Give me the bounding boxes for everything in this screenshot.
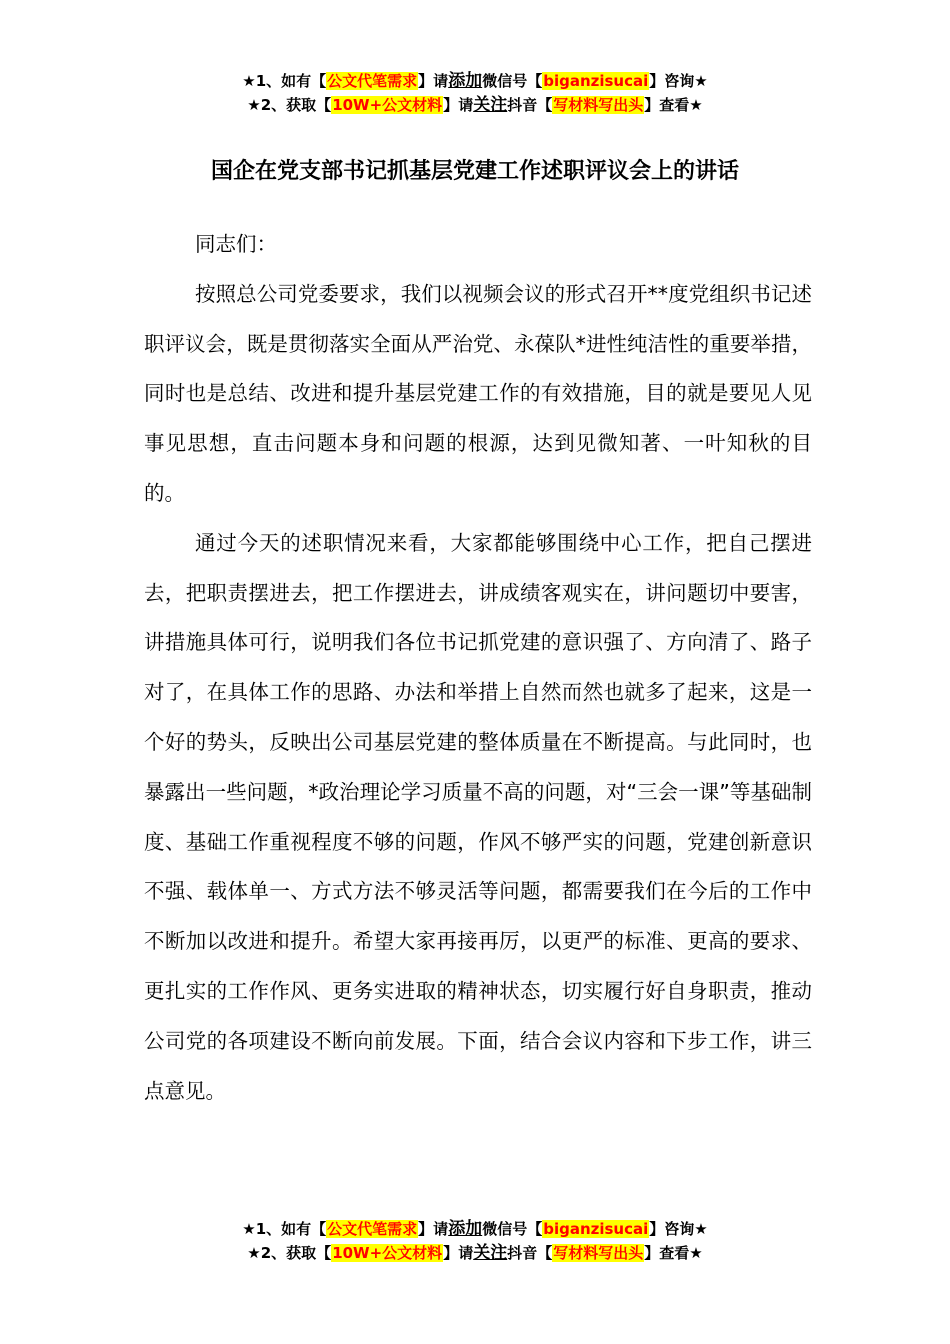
promo-text: 】查看★ <box>644 96 703 114</box>
promo-text: 抖音【 <box>507 1244 553 1262</box>
promo-highlight: biganzisucai <box>543 72 649 90</box>
star-icon: ★ <box>247 96 261 114</box>
promo-line-1 <box>0 69 950 93</box>
promo-text: 1、如有【 <box>255 1220 327 1238</box>
star-icon: ★ <box>247 1244 261 1262</box>
body-paragraph: 按照总公司党委要求，我们以视频会议的形式召开**度党组织书记述职评议会，既是贯彻落实全面从严治党、永葆队*进性纯洁性的重要举措，同时也是总结、改进和提升基层党建工作的有效措施，目的就是要见人见事见思想，直击问题本身和问题的根源，达到见微知著、一叶知秋的目的。 <box>144 281 812 505</box>
promo-text: 1、如有【 <box>255 72 327 90</box>
promo-text: 】请 <box>418 1220 449 1238</box>
promo-text: 】请 <box>443 96 474 114</box>
promo-line-1 <box>0 1217 950 1241</box>
promo-text: 】请 <box>418 72 449 90</box>
body-paragraph: 通过今天的述职情况来看，大家都能够围绕中心工作，把自己摆进去，把职责摆进去，把工作摆进去，讲成绩客观实在，讲问题切中要害，讲措施具体可行，说明我们各位书记抓党建的意识强了、方向清了、路子对了，在具体工作的思路、办法和举措上自然而然也就多了起来，这是一个好的势头，反映出公司基层党建的整体质量在不断提高。与此同时，也暴露出一些问题，*政治理论学习质量不高的问题，对“三会一课”等基础制度、基础工作重视程度不够的问题，作风不够严实的问题，党建创新意识不强、载体单一、方式方法不够灵活等问题，都需要我们在今后的工作中不断加以改进和提升。希望大家再接再厉，以更严的标准、更高的要求、更扎实的工作作风、更务实进取的精神状态，切实履行好自身职责，推动公司党的各项建设不断向前发展。下面，结合会议内容和下步工作，讲三点意见。 <box>144 530 812 1103</box>
promo-underlined-text: 关注 <box>473 95 508 115</box>
promo-text: 】咨询★ <box>649 1220 708 1238</box>
promo-text: 】请 <box>443 1244 474 1262</box>
promo-line-2 <box>0 93 950 117</box>
promo-highlight: 10W+公文材料 <box>332 96 443 114</box>
promo-highlight: 公文代笔需求 <box>327 72 418 90</box>
promo-highlight: 写材料写出头 <box>553 96 644 114</box>
promo-highlight: biganzisucai <box>543 1220 649 1238</box>
promo-text: 2、获取【 <box>260 1244 332 1262</box>
promo-text: 】查看★ <box>644 1244 703 1262</box>
promo-text: 】咨询★ <box>649 72 708 90</box>
salutation: 同志们： <box>195 232 277 256</box>
promo-underlined-text: 添加 <box>448 71 483 91</box>
promo-text: 2、获取【 <box>260 96 332 114</box>
promo-highlight: 写材料写出头 <box>553 1244 644 1262</box>
header-promo-banner <box>0 69 950 117</box>
document-title: 国企在党支部书记抓基层党建工作述职评议会上的讲话 <box>210 159 739 184</box>
promo-text: 抖音【 <box>507 96 553 114</box>
promo-text: 微信号【 <box>482 72 543 90</box>
promo-underlined-text: 关注 <box>473 1243 508 1263</box>
promo-highlight: 公文代笔需求 <box>327 1220 418 1238</box>
promo-underlined-text: 添加 <box>448 1219 483 1239</box>
promo-line-2 <box>0 1241 950 1265</box>
star-icon: ★ <box>242 72 256 90</box>
document-body <box>144 220 812 1116</box>
promo-highlight: 10W+公文材料 <box>332 1244 443 1262</box>
promo-text: 微信号【 <box>482 1220 543 1238</box>
footer-promo-banner <box>0 1217 950 1265</box>
star-icon: ★ <box>242 1220 256 1238</box>
